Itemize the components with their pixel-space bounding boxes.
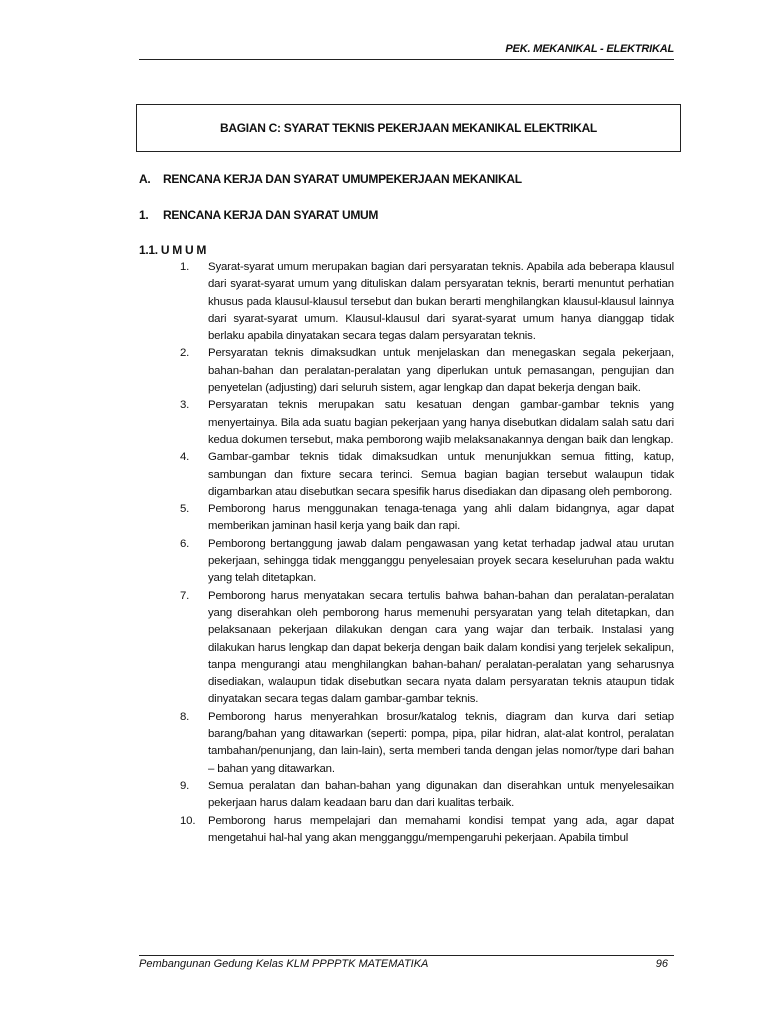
- list-item-text: Syarat-syarat umum merupakan bagian dari persyaratan teknis. Apabila ada beberapa klausul dari syarat-syarat umum yang dituliskan dalam persyaratan teknis, berarti menuntut perhatian khusus pada klausul-klausul tersebut dan bukan berarti menghilangkan klausul-klausul lainnya dari syarat-syarat umum. Klausul-klausul dari syarat-syarat umum hanya dianggap tidak berlaku apabila dinyatakan secara tegas dalam persyaratan teknis.: [208, 261, 674, 343]
- list-item: [180, 259, 674, 345]
- header-rule: [139, 59, 674, 60]
- numbered-list: [180, 259, 674, 847]
- heading-section-a: [139, 172, 522, 186]
- section-title-box: [136, 104, 681, 152]
- list-item-number: 10.: [180, 814, 196, 827]
- footer-project-title: Pembangunan Gedung Kelas KLM PPPPTK MATEMATIKA: [139, 958, 429, 970]
- list-item-number: 7.: [180, 589, 190, 602]
- list-item-number: 9.: [180, 779, 190, 792]
- list-item: [180, 813, 674, 848]
- list-item-number: 5.: [180, 503, 190, 516]
- list-item-number: 8.: [180, 710, 190, 723]
- list-item-number: 1.: [180, 261, 190, 273]
- footer-rule: [139, 955, 674, 956]
- page-number: 96: [655, 958, 668, 970]
- list-item: [180, 449, 674, 501]
- list-item-text: Pemborong harus menggunakan tenaga-tenaga yang ahli dalam bidangnya, agar dapat memberikan jaminan hasil kerja yang baik dan rapi.: [208, 503, 674, 533]
- heading-section-1: [139, 208, 378, 222]
- list-item-text: Gambar-gambar teknis tidak dimaksudkan untuk menunjukkan semua fitting, katup, sambungan dan fixture secara terinci. Semua bagian bagian tersebut walaupun tidak digambarkan atau disebutkan secara spesifik harus disediakan dan dipasang oleh pemborong.: [208, 451, 674, 498]
- list-item-text: Semua peralatan dan bahan-bahan yang digunakan dan diserahkan untuk menyelesaikan pekerjaan harus dalam keadaan baru dan dari kualitas terbaik.: [208, 779, 674, 810]
- list-item-number: 4.: [180, 451, 190, 464]
- list-item-text: Persyaratan teknis merupakan satu kesatuan dengan gambar-gambar teknis yang menyertainya. Bila ada suatu bagian pekerjaan yang hanya disebutkan didalam salah satu dari kedua dokumen tersebut, maka pemborong wajib melaksanakannya dengan baik dan lengkap.: [208, 399, 674, 446]
- list-item: [180, 778, 674, 813]
- heading-number: A.: [139, 172, 151, 186]
- heading-section-1-1: 1.1. U M U M: [139, 243, 207, 257]
- list-item-text: Pemborong harus menyatakan secara tertulis bahwa bahan-bahan dan peralatan-peralatan yang diserahkan oleh pemborong harus memenuhi persyaratan yang telah ditetapkan, dan pelaksanaan pekerjaan dilakukan dengan cara yang wajar dan terbaik. Instalasi yang dilakukan harus lengkap dan dapat bekerja dengan baik dalam kondisi yang terjelek sekalipun, tanpa mengurangi atau menghilangkan bahan-bahan/ peralatan-peralatan yang seharusnya disediakan, walaupun tidak disebutkan secara nyata dalam persyaratan teknis ataupun tidak dinyatakan secara tegas dalam gambar-gambar teknis.: [208, 589, 674, 706]
- list-item: [180, 397, 674, 449]
- list-item-text: Pemborong harus mempelajari dan memahami kondisi tempat yang ada, agar dapat mengetahui hal-hal yang akan mengganggu/mempengaruhi pekerjaan. Apabila timbul: [208, 814, 674, 844]
- list-item: [180, 345, 674, 397]
- list-item: [180, 709, 674, 778]
- heading-title: RENCANA KERJA DAN SYARAT UMUMPEKERJAAN MEKANIKAL: [163, 172, 522, 186]
- list-item: [180, 501, 674, 536]
- running-header: PEK. MEKANIKAL - ELEKTRIKAL: [505, 43, 674, 55]
- heading-number: 1.: [139, 208, 149, 222]
- list-item: [180, 588, 674, 709]
- list-item-text: Persyaratan teknis dimaksudkan untuk menjelaskan dan menegaskan segala pekerjaan, bahan-bahan dan peralatan-peralatan yang diperlukan untuk pemasangan, pengujian dan penyetelan (adjusting) dari seluruh sistem, agar lengkap dan dapat bekerja dengan baik.: [208, 347, 674, 395]
- list-item-number: 2.: [180, 347, 190, 360]
- list-item: [180, 536, 674, 588]
- list-item-number: 6.: [180, 537, 190, 550]
- heading-title: RENCANA KERJA DAN SYARAT UMUM: [163, 208, 379, 222]
- list-item-text: Pemborong bertanggung jawab dalam pengawasan yang ketat terhadap jadwal atau urutan pekerjaan, sehingga tidak mengganggu penyelesaian proyek secara keseluruhan pada waktu yang telah ditetapkan.: [208, 537, 674, 585]
- list-item-number: 3.: [180, 399, 190, 412]
- section-title: BAGIAN C: SYARAT TEKNIS PEKERJAAN MEKANIKAL ELEKTRIKAL: [220, 121, 597, 135]
- list-item-text: Pemborong harus menyerahkan brosur/katalog teknis, diagram dan kurva dari setiap barang/bahan yang ditawarkan (seperti: pompa, pipa, pilar hidran, alat-alat kontrol, peralatan tambahan/penunjang, dan lain-lain), serta memberi tanda dengan jelas nomor/type dari bahan – bahan yang ditawarkan.: [208, 710, 674, 775]
